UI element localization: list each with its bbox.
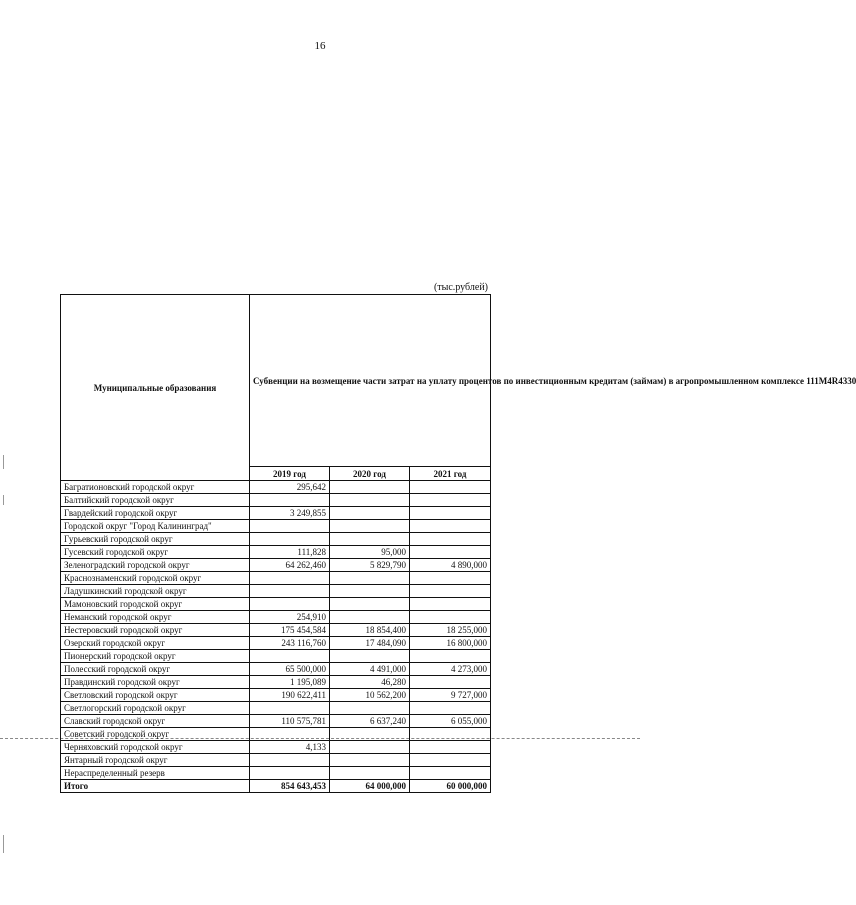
value-2020 [330, 728, 410, 741]
value-2021: 16 800,000 [410, 637, 491, 650]
value-2021: 18 255,000 [410, 624, 491, 637]
table-row [61, 507, 491, 520]
value-2020 [330, 520, 410, 533]
table-row [61, 611, 491, 624]
value-2021 [410, 741, 491, 754]
value-2019: 64 262,460 [250, 559, 330, 572]
value-2019 [250, 520, 330, 533]
value-2020: 17 484,090 [330, 637, 410, 650]
municipality-name: Пионерский городской округ [61, 650, 250, 663]
municipality-name: Нестеровский городской округ [61, 624, 250, 637]
value-2021: 4 890,000 [410, 559, 491, 572]
value-2021 [410, 650, 491, 663]
table-row [61, 663, 491, 676]
value-2020 [330, 572, 410, 585]
municipality-name: Краснознаменский городской округ [61, 572, 250, 585]
value-2020 [330, 598, 410, 611]
value-2019: 190 622,411 [250, 689, 330, 702]
value-2021 [410, 702, 491, 715]
value-2021 [410, 572, 491, 585]
municipality-name: Славский городской округ [61, 715, 250, 728]
municipality-name: Нераспределенный резерв [61, 767, 250, 780]
value-2020: 95,000 [330, 546, 410, 559]
municipality-name: Янтарный городской округ [61, 754, 250, 767]
table-row [61, 650, 491, 663]
value-2019 [250, 572, 330, 585]
municipality-name: Светловский городской округ [61, 689, 250, 702]
municipality-name: Советский городской округ [61, 728, 250, 741]
value-2019: 1 195,089 [250, 676, 330, 689]
value-2021 [410, 520, 491, 533]
value-2020 [330, 481, 410, 494]
municipality-name: Озерский городской округ [61, 637, 250, 650]
value-2021 [410, 767, 491, 780]
municipality-name: Полесский городской округ [61, 663, 250, 676]
value-2020: 10 562,200 [330, 689, 410, 702]
value-2021 [410, 728, 491, 741]
value-2021 [410, 481, 491, 494]
total-2021: 60 000,000 [410, 780, 491, 793]
table-row [61, 520, 491, 533]
value-2021 [410, 598, 491, 611]
year-header-2019: 2019 год [250, 467, 330, 481]
value-2019: 4,133 [250, 741, 330, 754]
value-2019 [250, 598, 330, 611]
value-2020: 4 491,000 [330, 663, 410, 676]
value-2020 [330, 702, 410, 715]
value-2019 [250, 767, 330, 780]
value-2020 [330, 611, 410, 624]
value-2019 [250, 533, 330, 546]
year-header-2021: 2021 год [410, 467, 491, 481]
table-row [61, 585, 491, 598]
municipality-name: Светлогорский городской округ [61, 702, 250, 715]
value-2020 [330, 507, 410, 520]
value-2020 [330, 754, 410, 767]
value-2019: 65 500,000 [250, 663, 330, 676]
municipality-name: Балтийский городской округ [61, 494, 250, 507]
value-2020: 18 854,400 [330, 624, 410, 637]
table-row [61, 728, 491, 741]
municipality-name: Ладушкинский городской округ [61, 585, 250, 598]
municipality-name: Зеленоградский городской округ [61, 559, 250, 572]
municipality-name: Правдинский городской округ [61, 676, 250, 689]
value-2020 [330, 650, 410, 663]
value-2021 [410, 611, 491, 624]
value-2019: 3 249,855 [250, 507, 330, 520]
total-label: Итого [61, 780, 250, 793]
subsidy-header: Субвенции на возмещение части затрат на уплату процентов по инвестиционным кредитам (займам) в агропромышленном комплексе 111М4R4330 [250, 295, 491, 467]
municipality-name: Городской округ "Город Калининград" [61, 520, 250, 533]
value-2020 [330, 741, 410, 754]
subsidy-table [60, 294, 856, 793]
value-2020 [330, 767, 410, 780]
total-2019: 854 643,453 [250, 780, 330, 793]
scan-edge-mark [3, 455, 4, 469]
table-row [61, 715, 491, 728]
municipality-name: Мамоновский городской округ [61, 598, 250, 611]
value-2021 [410, 676, 491, 689]
value-2019 [250, 728, 330, 741]
value-2019: 110 575,781 [250, 715, 330, 728]
table-row [61, 624, 491, 637]
municipality-name: Гвардейский городской округ [61, 507, 250, 520]
value-2019 [250, 494, 330, 507]
table-row [61, 533, 491, 546]
table-row [61, 676, 491, 689]
value-2019: 111,828 [250, 546, 330, 559]
value-2021 [410, 533, 491, 546]
municipal-header: Муниципальные образования [61, 295, 250, 481]
page-number: 16 [314, 40, 326, 52]
value-2021: 9 727,000 [410, 689, 491, 702]
units-label: (тыс.рублей) [433, 282, 488, 293]
municipality-name: Гурьевский городской округ [61, 533, 250, 546]
total-2020: 64 000,000 [330, 780, 410, 793]
table-row [61, 702, 491, 715]
value-2020 [330, 494, 410, 507]
value-2019 [250, 754, 330, 767]
value-2021 [410, 494, 491, 507]
table-row [61, 481, 491, 494]
value-2021 [410, 546, 491, 559]
value-2019: 295,642 [250, 481, 330, 494]
value-2020: 5 829,790 [330, 559, 410, 572]
table-row [61, 637, 491, 650]
municipality-name: Неманский городской округ [61, 611, 250, 624]
table-row [61, 546, 491, 559]
value-2019 [250, 650, 330, 663]
value-2020 [330, 533, 410, 546]
table-row [61, 559, 491, 572]
value-2021: 6 055,000 [410, 715, 491, 728]
table-row [61, 741, 491, 754]
scan-edge-mark [3, 835, 4, 853]
table-row [61, 754, 491, 767]
table-row [61, 689, 491, 702]
table-row [61, 598, 491, 611]
municipality-name: Черняховский городской округ [61, 741, 250, 754]
municipality-name: Гусевский городской округ [61, 546, 250, 559]
value-2020 [330, 585, 410, 598]
table-row [61, 494, 491, 507]
value-2021 [410, 585, 491, 598]
value-2021 [410, 507, 491, 520]
value-2020: 6 637,240 [330, 715, 410, 728]
municipality-name: Багратионовский городской округ [61, 481, 250, 494]
table-row [61, 572, 491, 585]
value-2019: 243 116,760 [250, 637, 330, 650]
year-header-2020: 2020 год [330, 467, 410, 481]
value-2021 [410, 754, 491, 767]
value-2019: 254,910 [250, 611, 330, 624]
value-2021: 4 273,000 [410, 663, 491, 676]
value-2019: 175 454,584 [250, 624, 330, 637]
value-2019 [250, 702, 330, 715]
total-row [61, 780, 491, 793]
value-2019 [250, 585, 330, 598]
table-row [61, 767, 491, 780]
value-2020: 46,280 [330, 676, 410, 689]
scan-edge-mark [3, 495, 4, 505]
